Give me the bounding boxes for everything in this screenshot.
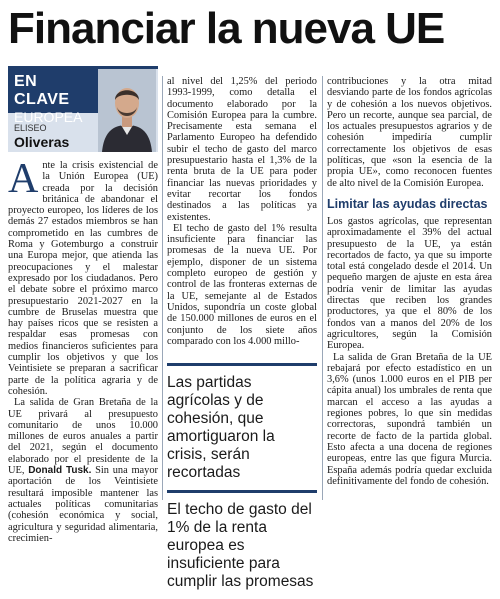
column-divider bbox=[322, 76, 323, 500]
subheading: Limitar las ayudas directas bbox=[327, 196, 488, 211]
paragraph: contribuciones y la otra mitad desviando parte de los fondos agrícolas y de cohesión a los nuevos objetivos. Pero un recorte, aunque sea parcial, de los actuales presupuestos agrarios y de cohesión impediría cumplir correctamente los objetivos de esas políticas, que «son la esencia de la propia UE», como reconocen fuentes de alto nivel de la Comisión Europea. bbox=[327, 76, 492, 189]
paragraph: al nivel del 1,25% del periodo 1993-1999, como detalla el documento elaborado por la Comisión Europea para la cumbre. Precisamente esta semana el Parlamento Europeo ha defendido subir el techo de gasto del marco presupuestario hasta el 1,3% de la renta bruta de la UE para poder financiar las nuevas prioridades y evitar recortar los fondos destinados a las políticas ya existentes. bbox=[167, 76, 317, 223]
author-first-name: ELISEO bbox=[14, 123, 47, 133]
headline: Financiar la nueva UE bbox=[8, 4, 445, 53]
author-portrait-icon bbox=[98, 69, 156, 152]
paragraph: El techo de gasto del 1% resulta insuficiente para financiar las promesas de la nueva UE. Por ejemplo, disponer de un sistema completo europeo de gestión y control de las fronteras externas de la UE, semejante al de Estados Unidos, supondría un coste global de 150.000 millones de euros en el conjunto de los siete años comparado con los 4.000 millo- bbox=[167, 222, 317, 347]
column-divider bbox=[162, 76, 163, 500]
article-body-col3 bbox=[327, 76, 492, 189]
drop-cap: A bbox=[8, 156, 39, 202]
paragraph-text: Sin una mayor aportación de los Veintisiete resultará imposible mantener las actuales políticas comunitarias (cohesión económica y social, agricultura y seguridad alimentaria, crecimien- bbox=[8, 465, 158, 544]
author-last-name: Oliveras bbox=[14, 134, 70, 150]
section-banner bbox=[8, 66, 158, 152]
section-label-line1: EN CLAVE bbox=[14, 73, 70, 108]
section-label bbox=[8, 69, 100, 125]
paragraph bbox=[8, 156, 158, 397]
paragraph bbox=[8, 397, 158, 544]
paragraph-text: nte la crisis existencial de la Unión Europea (UE) creada por la decisión británica de abandonar el proyecto europeo, los líderes de los demás 27 estados miembros se han comprometido en las cumbres de Roma y Gotemburgo a construir una Europa mejor, que atienda las preocupaciones y el malestar expresado por los ciudadanos. Pero el debate sobre el próximo marco presupuestario 2021-2027 en la cumbre de Bruselas muestra que hay países ricos que se resisten a respaldar esas promesas con medios financieros suficientes para cumplir los objetivos y que los Veintisiete se preparan a sacrificar parte de la política agraria y de cohesión. bbox=[8, 160, 158, 397]
person-name: Donald Tusk. bbox=[28, 465, 92, 477]
paragraph: La salida de Gran Bretaña de la UE rebajará por efecto estadístico en un 3,6% (unos 1.000 euros en el PIB per cápita anual) los umbrales de renta que marcan el acceso a las ayudas a regiones pobres, lo que sin medidas correctoras, supondrá también un recorte de facto de la partida global. Esto afecta a una docena de regiones europeas, entre las que figura Murcia. España además podría quedar excluida definitivamente del fondo de cohesión. bbox=[327, 351, 492, 487]
column-3 bbox=[327, 76, 492, 510]
article-body-col2 bbox=[167, 76, 317, 347]
article-body-col1 bbox=[8, 156, 158, 544]
author-photo bbox=[98, 69, 156, 152]
column-2 bbox=[167, 76, 317, 591]
section-label-line2: EUROPEA bbox=[14, 109, 83, 125]
pull-quote-2: El techo de gasto del 1% de la renta europea es insuficiente para cumplir las promesas bbox=[167, 490, 317, 599]
paragraph-text: La salida de Gran Bretaña de la UE privará al presupuesto comunitario de unos 10.000 millones de euros anuales a partir del 2021, según el documento elaborado por el presidente de la UE, bbox=[8, 397, 158, 477]
paragraph: Los gastos agrícolas, que representan aproximadamente el 39% del actual presupuesto de la UE, ya están recortados de facto, ya que su importe total está congelado desde el 2014. Un pequeño margen de ajuste en esta área podría venir de limitar las ayudas directas que reciben los grandes productores, ya que el 80% de los fondos van a manos del 20% de los agricultores, según la Comisión Europea. bbox=[327, 215, 492, 352]
pull-quote-1: Las partidas agrícolas y de cohesión, que amortiguaron la crisis, serán recortadas bbox=[167, 363, 317, 490]
column-1 bbox=[8, 66, 158, 544]
article-body-col3b bbox=[327, 216, 492, 487]
author-byline bbox=[14, 123, 69, 150]
